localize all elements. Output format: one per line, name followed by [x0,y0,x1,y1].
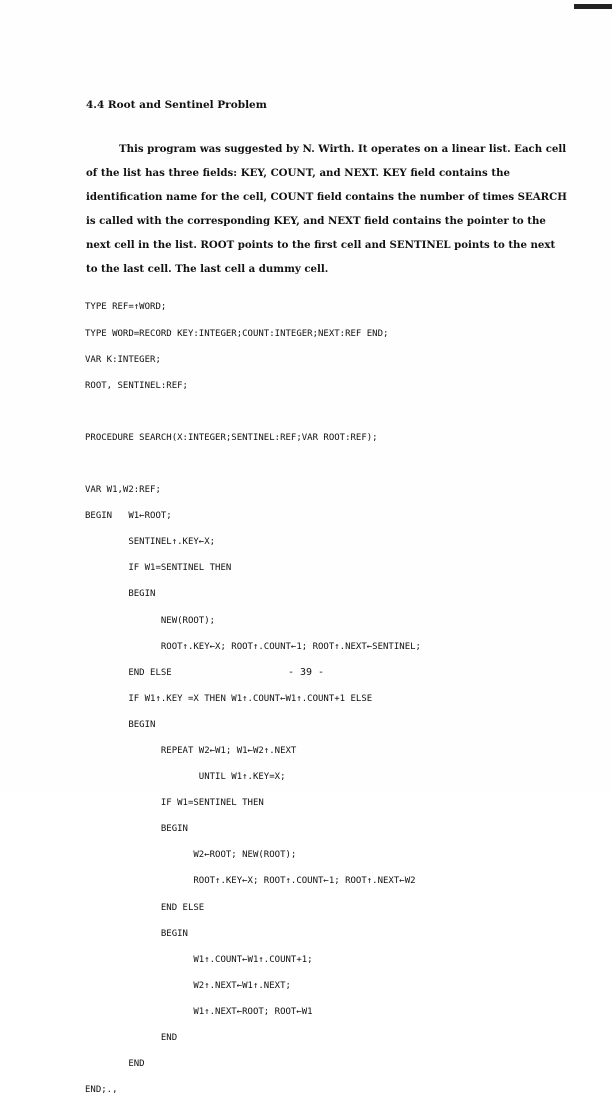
code-line: W2↑.NEXT←W1↑.NEXT; [85,980,291,991]
code-line: SENTINEL↑.KEY←X; [85,537,216,548]
code-line: VAR W1,W2:REF; [85,485,161,496]
paragraph-line: to the last cell. The last cell a dummy cell. [86,263,329,275]
code-line: NEW(ROOT); [85,615,216,626]
code-line: BEGIN [85,824,188,835]
code-line: VAR K:INTEGER; [85,354,161,365]
paragraph-line: This program was suggested by N. Wirth. It operates on a linear list. Each cell [119,143,567,155]
scan-corner-mark [574,4,612,9]
paragraph-line: is called with the corresponding KEY, and NEXT field contains the pointer to the [86,215,546,227]
code-line: BEGIN [85,719,156,730]
code-line: ROOT↑.KEY←X; ROOT↑.COUNT←1; ROOT↑.NEXT←SENTINEL; [85,641,421,652]
code-line [85,408,421,417]
code-line: IF W1=SENTINEL THEN [85,563,232,574]
code-listing [85,286,421,1112]
section-heading: 4.4 Root and Sentinel Problem [86,99,267,111]
code-line: IF W1↑.KEY =X THEN W1↑.COUNT←W1↑.COUNT+1 ELSE [85,693,373,704]
paragraph-line: of the list has three fields: KEY, COUNT, and NEXT. KEY field contains the [86,167,510,179]
code-line: IF W1=SENTINEL THEN [85,798,264,809]
code-line: W1↑.NEXT←ROOT; ROOT←W1 [85,1006,313,1017]
code-line: UNTIL W1↑.KEY=X; [85,772,286,783]
code-line: BEGIN W1←ROOT; [85,511,172,522]
code-line: END [85,1033,178,1044]
code-line: END;., [85,1085,118,1096]
code-line: END ELSE [85,667,172,678]
code-line: TYPE REF=↑WORD; [85,302,167,313]
paragraph-line: next cell in the list. ROOT points to the first cell and SENTINEL points to the next [86,239,556,251]
code-line: END [85,1059,145,1070]
code-line: ROOT↑.KEY←X; ROOT↑.COUNT←1; ROOT↑.NEXT←W2 [85,876,416,887]
paragraph-line: identification name for the cell, COUNT field contains the number of times SEARCH [86,191,567,203]
code-line: END ELSE [85,902,205,913]
code-line: PROCEDURE SEARCH(X:INTEGER;SENTINEL:REF;VAR ROOT:REF); [85,432,378,443]
code-line: W1↑.COUNT←W1↑.COUNT+1; [85,954,313,965]
code-line: BEGIN [85,928,188,939]
code-line: ROOT, SENTINEL:REF; [85,380,188,391]
code-line: W2←ROOT; NEW(ROOT); [85,850,297,861]
code-line: REPEAT W2←W1; W1←W2↑.NEXT [85,746,297,756]
code-line [85,460,421,469]
code-line: BEGIN [85,589,156,600]
code-line: TYPE WORD=RECORD KEY:INTEGER;COUNT:INTEGER;NEXT:REF END; [85,328,389,339]
page-number: - 39 - [287,667,325,678]
